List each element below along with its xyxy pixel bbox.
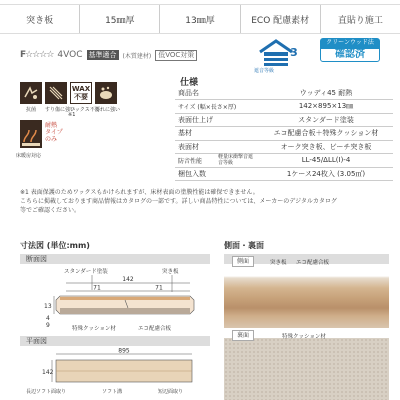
floor-heating-icon: [20, 120, 42, 148]
low-voc-badge: 低VOC対策: [155, 50, 197, 61]
voc-label: 4VOC: [57, 50, 83, 60]
antibacterial-icon: [20, 82, 42, 104]
feature-label-wax: ワックス不要: [70, 107, 100, 113]
sound-insulation-house-icon: [258, 38, 298, 68]
dimension-title: 寸法図 (単位:mm): [20, 241, 90, 250]
dim-71b: 71: [155, 284, 163, 292]
dim-13: 13: [44, 303, 52, 310]
feature-tag-bar: [0, 4, 400, 34]
side-back-title: 側面・裏面: [224, 241, 264, 250]
spec-row: [175, 113, 393, 127]
spec-title: 仕様: [180, 78, 199, 88]
tag-15mm: 15㎜厚: [80, 5, 160, 33]
voc-standard-note: (木質建材): [122, 52, 152, 60]
house-number: 3: [290, 46, 298, 59]
label-long-soft: 長辺ソフト面取り: [26, 389, 67, 395]
label-cushion: 特殊クッション材: [72, 326, 116, 332]
side-tag: 側面: [232, 256, 254, 267]
heat-type-note: [45, 122, 63, 143]
spec-row: [175, 140, 393, 154]
feature-label-scratch: すり傷に強い: [45, 107, 76, 113]
tag-13mm: 13㎜厚: [160, 5, 240, 33]
tag-direct: 直貼り施工: [337, 15, 383, 26]
dim-895: 895: [118, 347, 130, 355]
spec-key: 基材: [175, 127, 259, 141]
side-veneer-label: 突き板: [270, 260, 287, 266]
plan-diagram: [20, 346, 210, 400]
spec-table: [175, 86, 393, 181]
heat-type-line2: タイプ: [45, 129, 63, 136]
spec-value: ウッディ45 耐熱: [259, 86, 393, 100]
spec-row: [175, 167, 393, 181]
back-photo: [224, 338, 389, 400]
clean-wood-badge-bottom: 確認済: [320, 48, 380, 62]
label-veneer: 突き板: [162, 269, 179, 275]
cross-section-diagram: [20, 264, 210, 336]
dim-71a: 71: [93, 284, 101, 292]
spec-key: 防音性能: [175, 154, 215, 168]
spec-row: [175, 127, 393, 141]
label-soft-groove: ソフト溝: [102, 389, 123, 395]
spec-key: 表面材: [175, 140, 259, 154]
feature-label-stain: 汚れに強い: [95, 107, 121, 113]
spec-subkey: 軽量床衝撃音遮音等級: [215, 154, 259, 168]
feature-label-antibacterial: 抗菌: [25, 107, 36, 113]
house-label: 遮音等級: [254, 68, 275, 74]
spec-value: 142×895×13㎜: [259, 100, 393, 114]
dim-142: 142: [122, 276, 134, 283]
spec-key: サイズ (幅×長さ×厚): [175, 100, 259, 114]
tag-veneer: 突き板: [0, 5, 80, 33]
dim-142b: 142: [42, 369, 54, 376]
notes: [20, 188, 390, 215]
floor-heating-label: 床暖房対応: [16, 153, 42, 159]
note-line: 等でご確認ください。: [20, 207, 81, 214]
section-header: 断面図: [20, 254, 210, 264]
spec-value: 1ケース24枚入 (3.05㎡): [259, 167, 393, 181]
spec-value: LL-45/ΔLL(Ⅰ)-4: [259, 154, 393, 168]
side-plywood-label: エコ配慮合板: [296, 260, 330, 266]
stain-resistant-icon: [95, 82, 117, 104]
spec-key: 梱包入数: [175, 167, 259, 181]
wax-line2: 不要: [74, 93, 88, 101]
plan-header: 平面図: [20, 336, 210, 346]
certification-row: [20, 48, 197, 62]
heat-type-line1: 耐熱: [45, 122, 58, 129]
scratch-resistant-icon: [45, 82, 67, 104]
spec-value: エコ配慮合板＋特殊クッション材: [259, 127, 393, 141]
spec-value: スタンダード塗装: [259, 113, 393, 127]
voc-standard-badge: 基準適合: [88, 51, 117, 59]
dim-9: 9: [46, 322, 50, 329]
spec-row: [175, 86, 393, 100]
back-tag: 裏面: [232, 330, 254, 341]
note-line: こちらに掲載しております商品情報はカタログの一部です。詳しい商品特性については、メーカーのデジタルカタログ: [20, 198, 337, 205]
back-cushion-label: 特殊クッション材: [282, 334, 326, 340]
spec-row: [175, 100, 393, 114]
label-plywood: エコ配慮合板: [138, 326, 172, 332]
clean-wood-badge-top: クリーンウッド法: [320, 38, 380, 48]
spec-key: 商品名: [175, 86, 259, 100]
spec-key: 表面仕上げ: [175, 113, 259, 127]
wax-line1: WAX: [71, 85, 91, 93]
tag-eco: ECO 配慮素材: [241, 5, 321, 33]
heat-type-line3: のみ: [45, 136, 58, 143]
side-photo: [224, 264, 389, 328]
note-line: ※1 表面保護のためワックスもかけられますが、床材表面の塗膜性能は確保できません。: [20, 189, 259, 196]
label-short-soft: 短辺面取り: [158, 389, 184, 395]
feature-icons: [20, 82, 117, 104]
f-star-rating: F☆☆☆☆: [20, 50, 54, 60]
dim-4: 4: [46, 315, 50, 322]
wax-free-icon: [70, 82, 92, 104]
spec-row: [175, 154, 393, 168]
wax-footnote-mark: ※1: [68, 112, 76, 118]
spec-value: オーク突き板、ビーチ突き板: [259, 140, 393, 154]
label-standard-coating: スタンダード塗装: [64, 269, 108, 275]
